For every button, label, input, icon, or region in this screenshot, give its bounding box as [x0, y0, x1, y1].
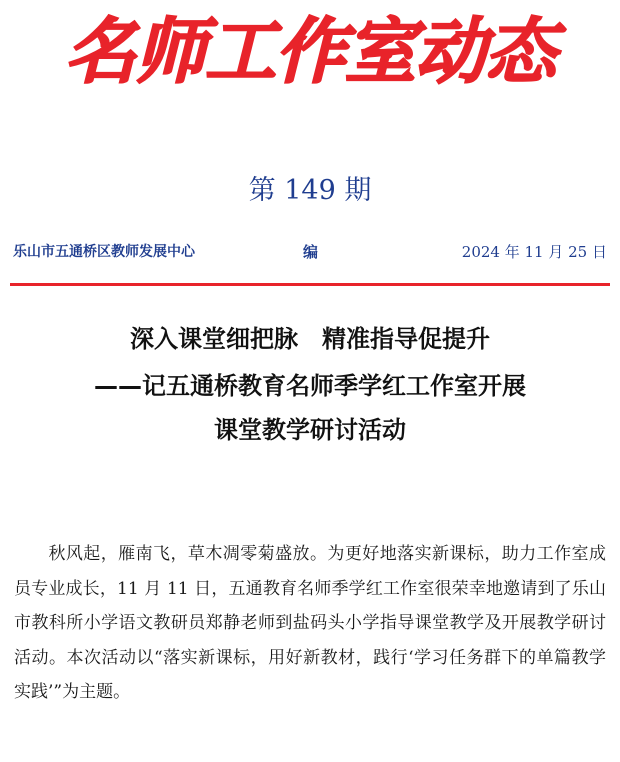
article-subheadline: ——记五通桥教育名师季学红工作室开展 [94, 372, 526, 400]
issue-number: 第 149 期 [248, 175, 372, 206]
header-divider [10, 283, 610, 286]
publish-date: 2024 年 11 月 25 日 [461, 243, 607, 261]
masthead-title: 名师工作室动态 [64, 10, 555, 93]
publisher-organization: 乐山市五通桥区教师发展中心 [13, 244, 195, 260]
article-body [14, 537, 606, 710]
editor-label: 编 [303, 243, 319, 261]
article-paragraph: 秋风起，雁南飞，草木凋零菊盛放。为更好地落实新课标，助力工作室成员专业成长，11 月 11 日，五通教育名师季学红工作室很荣幸地邀请到了乐山市教科所小学语文教研员郑静老师到盐码头小学指导课堂教学及开展教学研讨活动。本次活动以“落实新课标，用好新教材，践行‘学习任务群下的单篇教学实践’”为主题。 [14, 544, 606, 702]
article-headline: 深入课堂细把脉 精准指导促提升 [130, 325, 490, 353]
article-subheadline-continued: 课堂教学研讨活动 [214, 416, 406, 444]
